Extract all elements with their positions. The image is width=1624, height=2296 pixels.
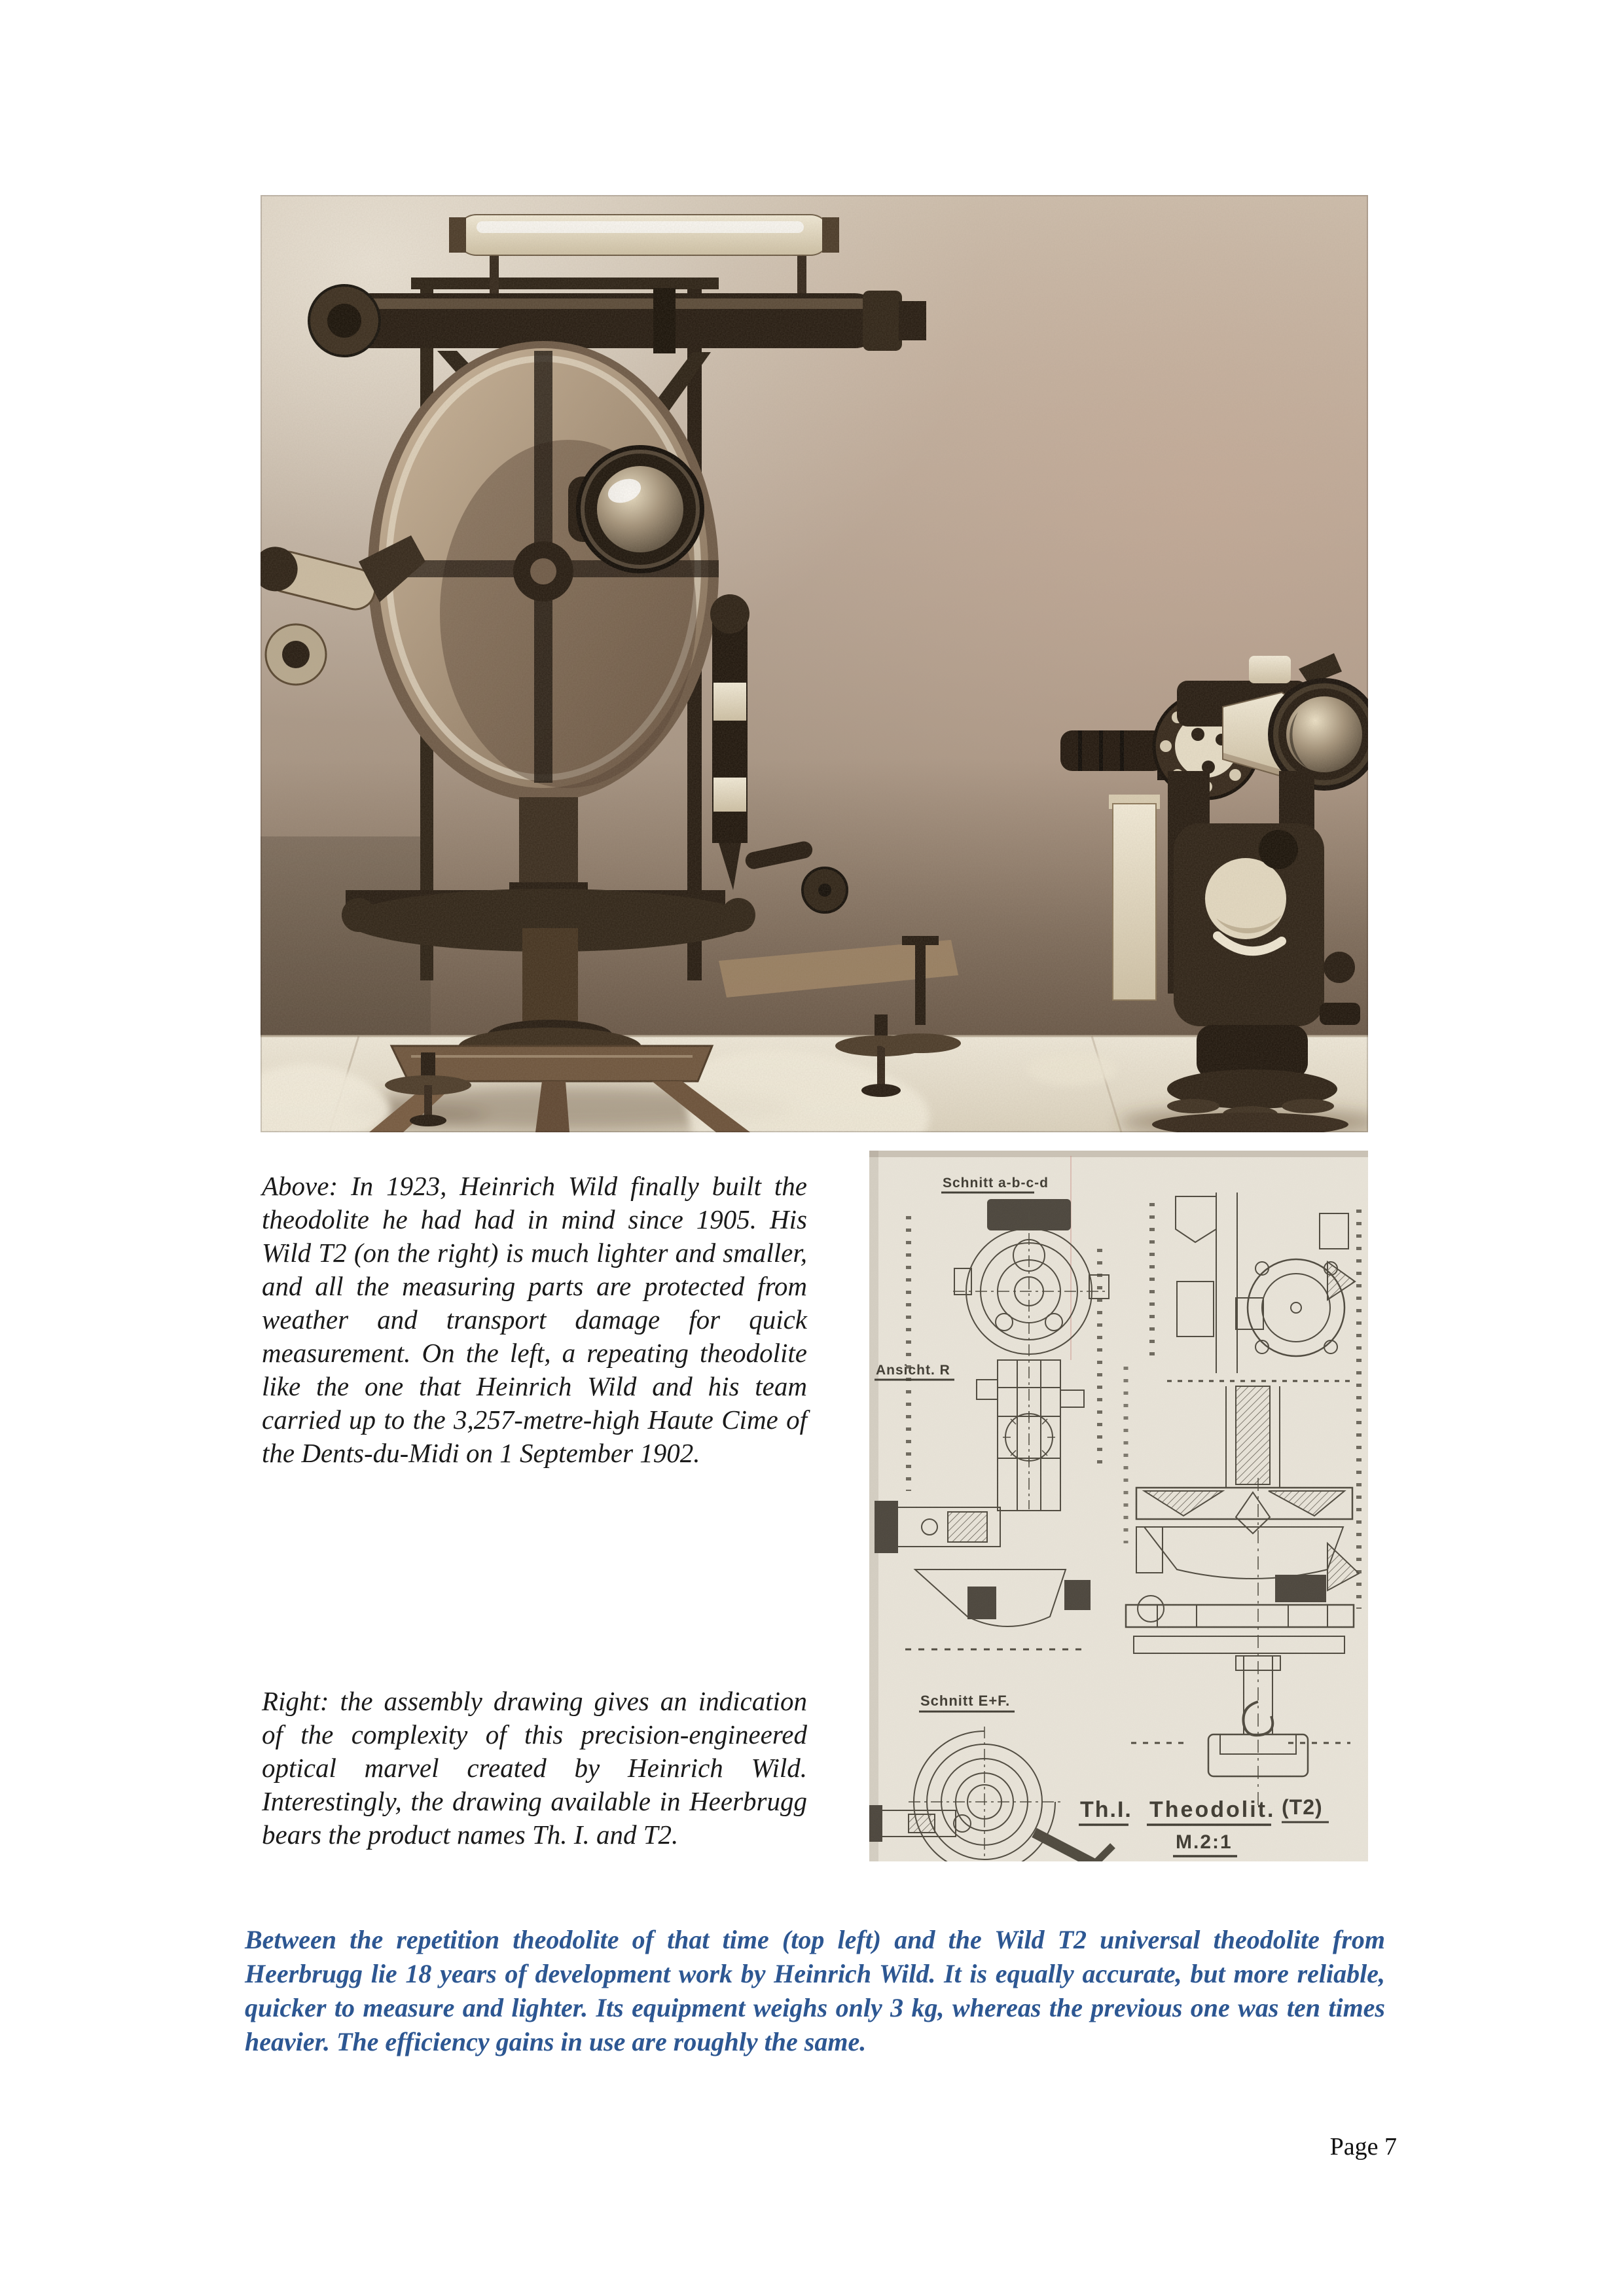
drawing-canvas (869, 1151, 1368, 1861)
photo-grain (261, 195, 1368, 1132)
photo-two-theodolites (261, 195, 1368, 1132)
photo-canvas (261, 195, 1368, 1132)
caption-right: Right: the assembly drawing gives an indication of the complexity of this precision-engineered optical marvel created by Heinrich Wild. Interestingly, the drawing available in Heerbrugg bears the product names Th. I. and T2. (262, 1686, 807, 1850)
drawing-grain (869, 1151, 1368, 1861)
highlight-paragraph: Between the repetition theodolite of that time (top left) and the Wild T2 universal theodolite from Heerbrugg lie 18 years of development work by Heinrich Wild. It is equally accurate, but more reliable, quicker to measure and lighter. Its equipment weighs only 3 kg, whereas the previous one was ten times heavier. The efficiency gains in use are roughly the same. (245, 1925, 1385, 2056)
assembly-drawing (869, 1151, 1368, 1861)
caption-above: Above: In 1923, Heinrich Wild finally built the theodolite he had had in mind since 1905. His Wild T2 (on the right) is much lighter and smaller, and all the measuring parts are protected from weather and transport damage for quick measurement. On the left, a repeating theodolite like the one that Heinrich Wild and his team carried up to the 3,257-metre-high Haute Cime of the Dents-du-Midi on 1 September 1902. (262, 1171, 807, 1468)
page-number: Page 7 (1329, 2133, 1397, 2161)
